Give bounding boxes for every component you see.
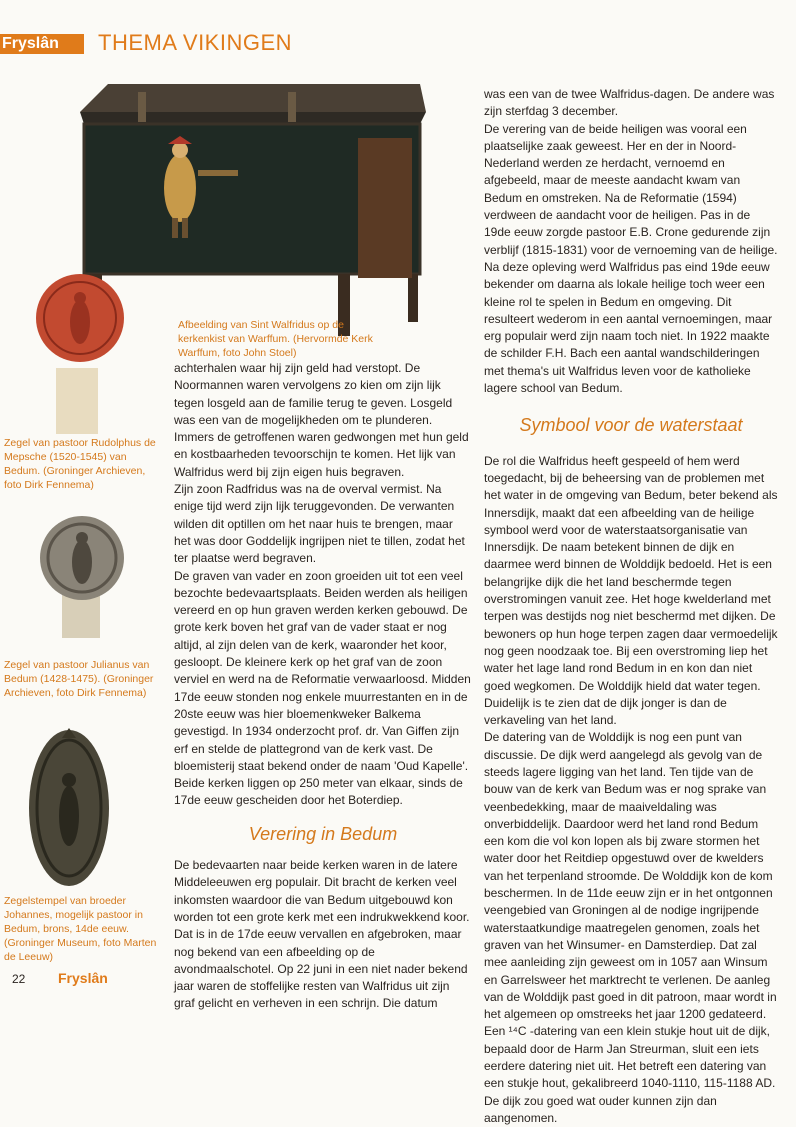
red-wax-seal-photo [34, 266, 126, 438]
seal-stamp-photo [28, 724, 110, 890]
body-paragraph: Zijn zoon Radfridus was na de overval vermist. Na enige tijd werd zijn lijk teruggevonden. De verwanten wilden dit optillen om het naar huis te brengen, maar het was door Goddelijk ingrijpen niet te tillen, zodat het ter plaatse werd begraven. [174, 482, 465, 566]
body-paragraph: De verering van de beide heiligen was vooral een plaatselijke zaak geweest. Her en der in Noord-Nederland werden ze herdacht, vernoemd en afgebeeld, maar de meeste aandacht kwam van Bedum en omstreken. Na de Reformatie (1594) verdween de aandacht voor de heiligen. Pas in de 19de eeuw zorgde pastoor E.B. Crone gedurende zijn verblijf (1815-1831) voor de vernoeming van de heilige. Na deze opleving werd Walfridus pas eind 19de eeuw bekender om daarna als lokale heilige toch weer een kleine rol te spelen in Bedum en omgeving. Dit resulteert wederom in een aantal vernoemingen, maar erg populair werd zijn naam toch niet. In 1922 maakte de schilder F.H. Bach een aantal wandschilderingen met thema's uit Walfridus leven voor de katholieke lagere school van Bedum. [484, 121, 778, 396]
section-title: THEMA VIKINGEN [98, 30, 293, 55]
footer-brand: Fryslân [58, 970, 108, 986]
body-paragraph: achterhalen waar hij zijn geld had verstopt. De Noormannen waren vervolgens zo kien om zijn lijk tegen losgeld aan de familie terug te geven. Losgeld was een van de mogelijkheden om te plunderen. Immers de getroffenen waren gedwongen met hun geld en kostbaarheden tevoorschijn te komen. Het lijk van Walfridus werd bij zijn eigen huis begraven. [174, 361, 469, 479]
bronze-seal-photo [38, 508, 128, 640]
chest-caption: Afbeelding van Sint Walfridus op de kerkenkist van Warffum. (Hervormde Kerk Warffum, foto John Stoel) [178, 319, 373, 359]
seal2-caption: Zegel van pastoor Julianus van Bedum (1428-1475). (Groninger Archieven, foto Dirk Fennema) [4, 659, 154, 699]
subheading: Symbool voor de waterstaat [519, 415, 743, 436]
body-paragraph: De datering van de Wolddijk is nog een punt van discussie. De dijk werd aangelegd als gevolg van de steeds lagere ligging van het land. Ten tijde van de bouw van de kerk van Bedum was er nog sprake van veenbedekking, maar de maaiveldaling was onverbiddelijk. Daardoor werd het land rond Bedum een kom die vol kon lopen als bij zware stormen het water door het Reitdiep opgestuwd over de kwelders van het terpenland stroomde. De Wolddijk kon de kom beschermen. In de 11de eeuw zijn er in het ontgonnen veengebied van Groningen al de nodige ingrijpende waterstaatkundige maatregelen genomen, zoals het graven van het Winsumer- en Damsterdiep. Dat zal mee aanleiding zijn geweest om in 1057 aan Winsum en Garrelsweer het marktrecht te verlenen. De aanleg van de Wolddijk past goed in dit patroon, maar wordt in het algemeen op omstreeks het jaar 1200 gedateerd. Een ¹⁴C -datering van een klein stukje hout uit de dijk, bepaald door de Harm Jan Streurman, sluit een iets eerdere datering niet uit. Het betreft een datering van een stukje hout, gekalibreerd 1040-1110, 115-1188 AD. De dijk zou goed wat ouder kunnen zijn dan aangenomen. [484, 730, 777, 1125]
subheading: Verering in Bedum [248, 823, 398, 844]
seal3-caption: Zegelstempel van broeder Johannes, mogelijk pastoor in Bedum, brons, 14de eeuw. (Groninger Museum, foto Marten de Leeuw) [4, 895, 157, 963]
magazine-tag: Fryslân [0, 34, 84, 54]
body-paragraph: De graven van vader en zoon groeiden uit tot een veel bezochte bedevaartsplaats. Beiden werden als heiligen vereerd en op hun graven werden kerken gebouwd. De grote kerk boven het graf van de vader staat er nog altijd, al zijn delen van de kerk, waaronder het koor, gesloopt. De kleinere kerk op het graf van de zoon verviel en werd na de Reformatie verwaarloosd. Midden 17de eeuw stonden nog enkele muurrestanten en in de 20ste eeuw was hier bloemenkweker Balkema gevestigd. In 1934 onderzocht prof. dr. Van Giffen zijn erf en stelde de plattegrond van de kerk vast. De bloemisterij staat bekend onder de naam 'Oud Kapelle'. Beide kerken liggen op 250 meter van elkaar, sinds de 17de eeuw gescheiden door het Boterdiep. [174, 568, 471, 808]
middle-column [174, 360, 472, 1013]
page-number: 22 [12, 972, 26, 986]
body-paragraph: De bedevaarten naar beide kerken waren in de latere Middeleeuwen erg populair. Dit bracht de kerken veel inkomsten waardoor die van Bedum uitgebouwd kon worden tot een grote kerk met een indrukwekkend koor. Dat is in de 17de eeuw vervallen en afgebroken, maar nog bekend van een afbeelding op de avondmaalschotel. Op 22 juni in een niet nader bekend jaar waren de stoffelijke resten van Walfridus uit zijn graf gelicht en verheven in een schrijn. Die datum [174, 858, 470, 1011]
right-column [484, 86, 778, 1127]
body-paragraph: was een van de twee Walfridus-dagen. De andere was zijn sterfdag 3 december. [484, 87, 775, 119]
body-paragraph: De rol die Walfridus heeft gespeeld of hem werd toegedacht, bij de beheersing van de problemen met het water in de omgeving van Bedum, beter bekend als Innersdijk, maakt dat een afbeelding van de heilige symbool werd voor de waterstaatsorganisatie van Innersdijk. De naam betekent binnen de dijk en daarmee werd binnen de Wolddijk bedoeld. Het is een belangrijke dijk die het land beschermde tegen overstromingen vanuit zee. Het hoge kwelderland met terpen was destijds nog niet beschermd met dijken. De bewoners op hun hoge terpen zagen daar vermoedelijk nog geen noodzaak toe. Bij een overstroming liep het water het lage land rond Bedum in en kon dan niet goed wegkomen. De Wolddijk hield dat water tegen. Duidelijk is te zien dat de dijk jonger is dan de verkaveling van het land. [484, 453, 778, 728]
seal1-caption: Zegel van pastoor Rudolphus de Mepsche (1520-1545) van Bedum. (Groninger Archieven, foto Dirk Fennema) [4, 437, 156, 491]
